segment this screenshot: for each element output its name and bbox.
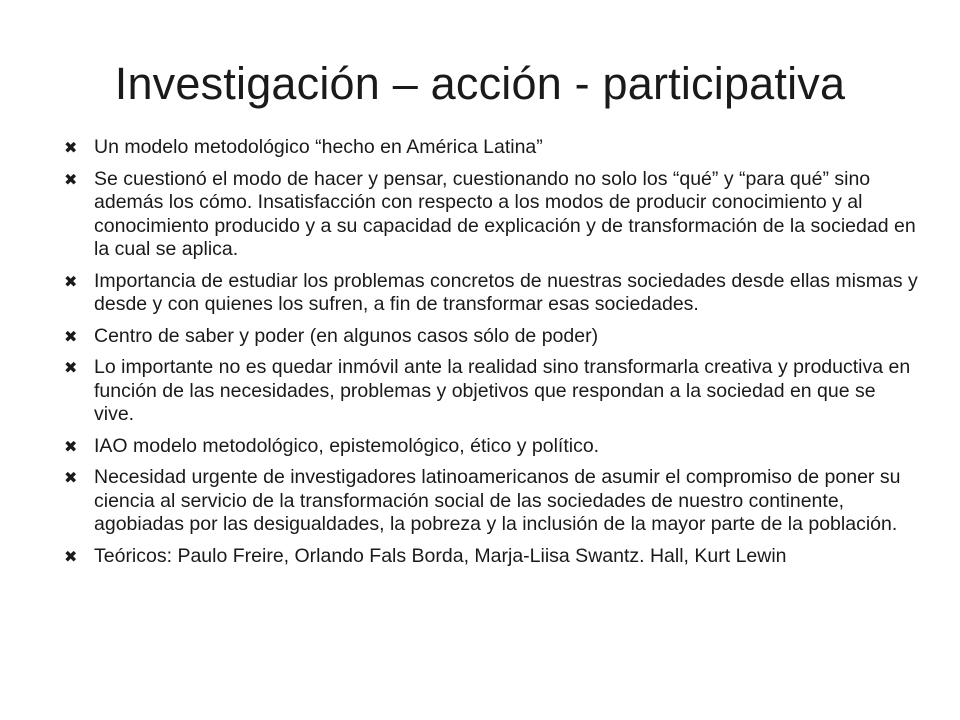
x-mark-icon: ✖ [64, 169, 78, 189]
slide-title: Investigación – acción - participativa [114, 58, 846, 109]
bullet-text: Se cuestionó el modo de hacer y pensar, cuestionando no solo los “qué” y “para qué” sino además los cómo. Insatisfacción con respecto a los modos de producir conocimiento y al conocimiento producido y a su capacidad de explicación y de transformación de la sociedad en la cual se aplica. [94, 167, 916, 260]
x-mark-icon: ✖ [64, 138, 78, 157]
bullet-item [60, 168, 920, 262]
x-mark-icon: ✖ [64, 358, 78, 377]
x-mark-icon: ✖ [64, 468, 78, 487]
bullet-item [60, 435, 920, 459]
bullet-text: Teóricos: Paulo Freire, Orlando Fals Borda, Marja-Liisa Swantz. Hall, Kurt Lewin [94, 544, 787, 567]
bullet-item [60, 466, 920, 537]
x-mark-icon: ✖ [64, 436, 78, 456]
bullet-item [60, 270, 920, 317]
bullet-text: Lo importante no es quedar inmóvil ante la realidad sino transformarla creativa y productiva en función de las necesidades, problemas y objetivos que respondan a la sociedad en que se vive. [94, 356, 911, 425]
x-mark-icon: ✖ [64, 546, 78, 566]
bullet-text: IAO modelo metodológico, epistemológico, ético y político. [94, 434, 600, 457]
bullet-text: Un modelo metodológico “hecho en América Latina” [94, 136, 543, 158]
bullet-item [60, 545, 920, 569]
bullet-item [60, 356, 920, 427]
bullet-item [60, 136, 920, 160]
bullet-text: Centro de saber y poder (en algunos casos sólo de poder) [94, 324, 599, 347]
x-mark-icon: ✖ [64, 326, 78, 346]
bullet-text: Necesidad urgente de investigadores latinoamericanos de asumir el compromiso de poner su ciencia al servicio de la transformación social de las sociedades de nuestro continente, agobiadas por las desigualdades, la pobreza y la inclusión de la mayor parte de la población. [94, 466, 901, 535]
x-mark-icon: ✖ [64, 271, 78, 291]
bullet-item [60, 325, 920, 349]
bullet-list [60, 136, 920, 576]
bullet-text: Importancia de estudiar los problemas concretos de nuestras sociedades desde ellas mismas y desde y con quienes los sufren, a fin de transformar esas sociedades. [94, 269, 918, 315]
